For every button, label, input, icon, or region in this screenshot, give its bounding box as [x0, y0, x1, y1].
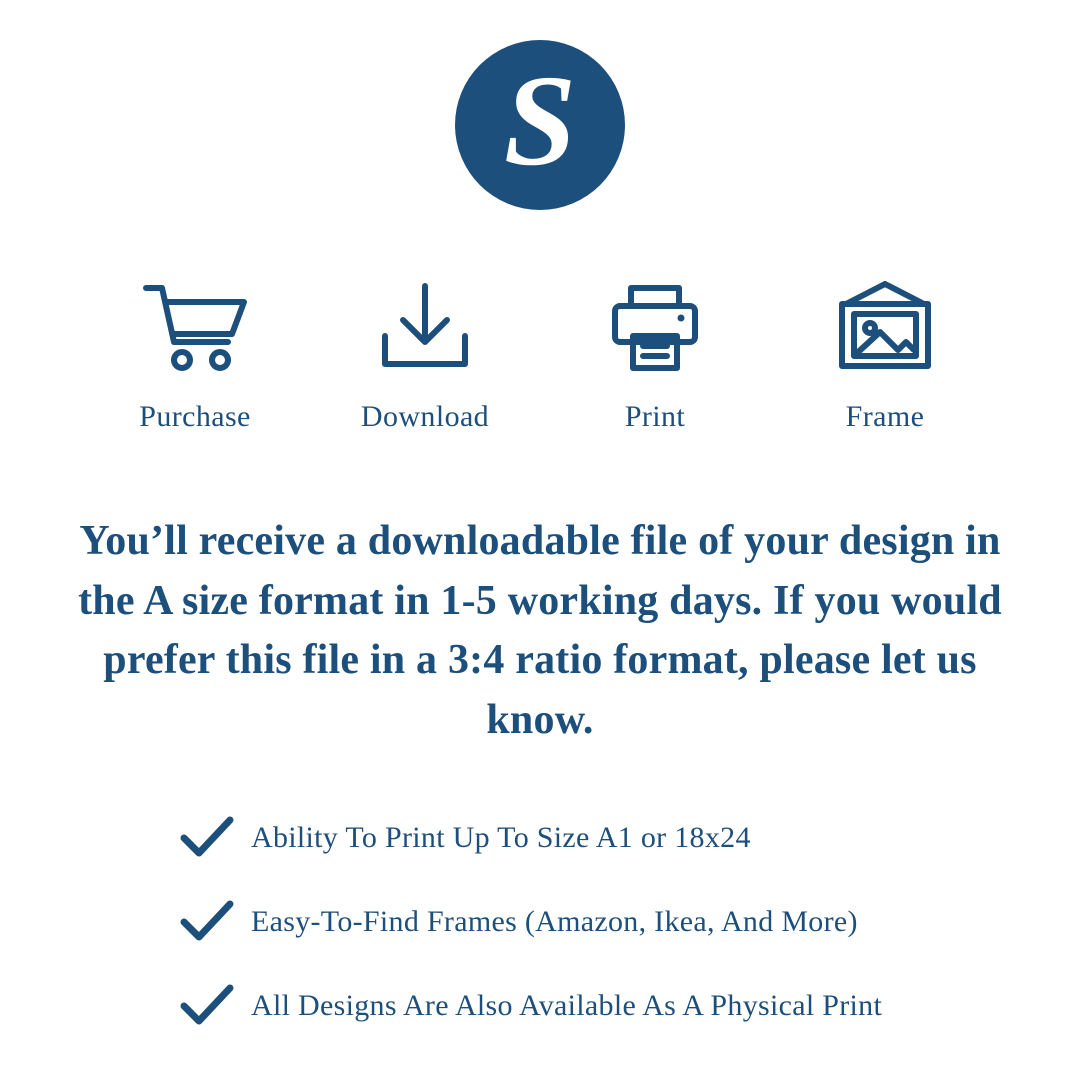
check-icon [165, 815, 251, 861]
step-purchase [100, 276, 290, 434]
brand-logo [455, 40, 625, 210]
step-download [330, 276, 520, 434]
headline-text: You’ll receive a downloadable file of your design in the A size format in 1-5 working days. If you would prefer this file in a 3:4 ratio format, please let us know. [78, 518, 1002, 743]
step-frame [790, 276, 980, 434]
step-print [560, 276, 750, 434]
step-label: Print [624, 400, 686, 433]
circle-monogram-icon [455, 40, 625, 210]
list-item [165, 899, 935, 945]
list-item [165, 983, 935, 1029]
list-item-label: Ability To Print Up To Size A1 or 18x24 [251, 820, 751, 854]
feature-list [145, 815, 935, 1029]
framed-picture-icon [832, 276, 938, 380]
step-label: Frame [845, 400, 925, 433]
printer-icon [607, 276, 703, 380]
check-icon [165, 899, 251, 945]
list-item-label: Easy-To-Find Frames (Amazon, Ikea, And More) [251, 904, 858, 938]
steps-row [100, 276, 980, 434]
list-item-label: All Designs Are Also Available As A Physical Print [251, 988, 883, 1022]
list-item [165, 815, 935, 861]
check-icon [165, 983, 251, 1029]
step-label: Purchase [139, 400, 251, 433]
logo-letter: S [503, 49, 577, 193]
step-label: Download [360, 400, 490, 433]
shopping-cart-icon [140, 276, 250, 380]
download-arrow-icon [375, 276, 475, 380]
